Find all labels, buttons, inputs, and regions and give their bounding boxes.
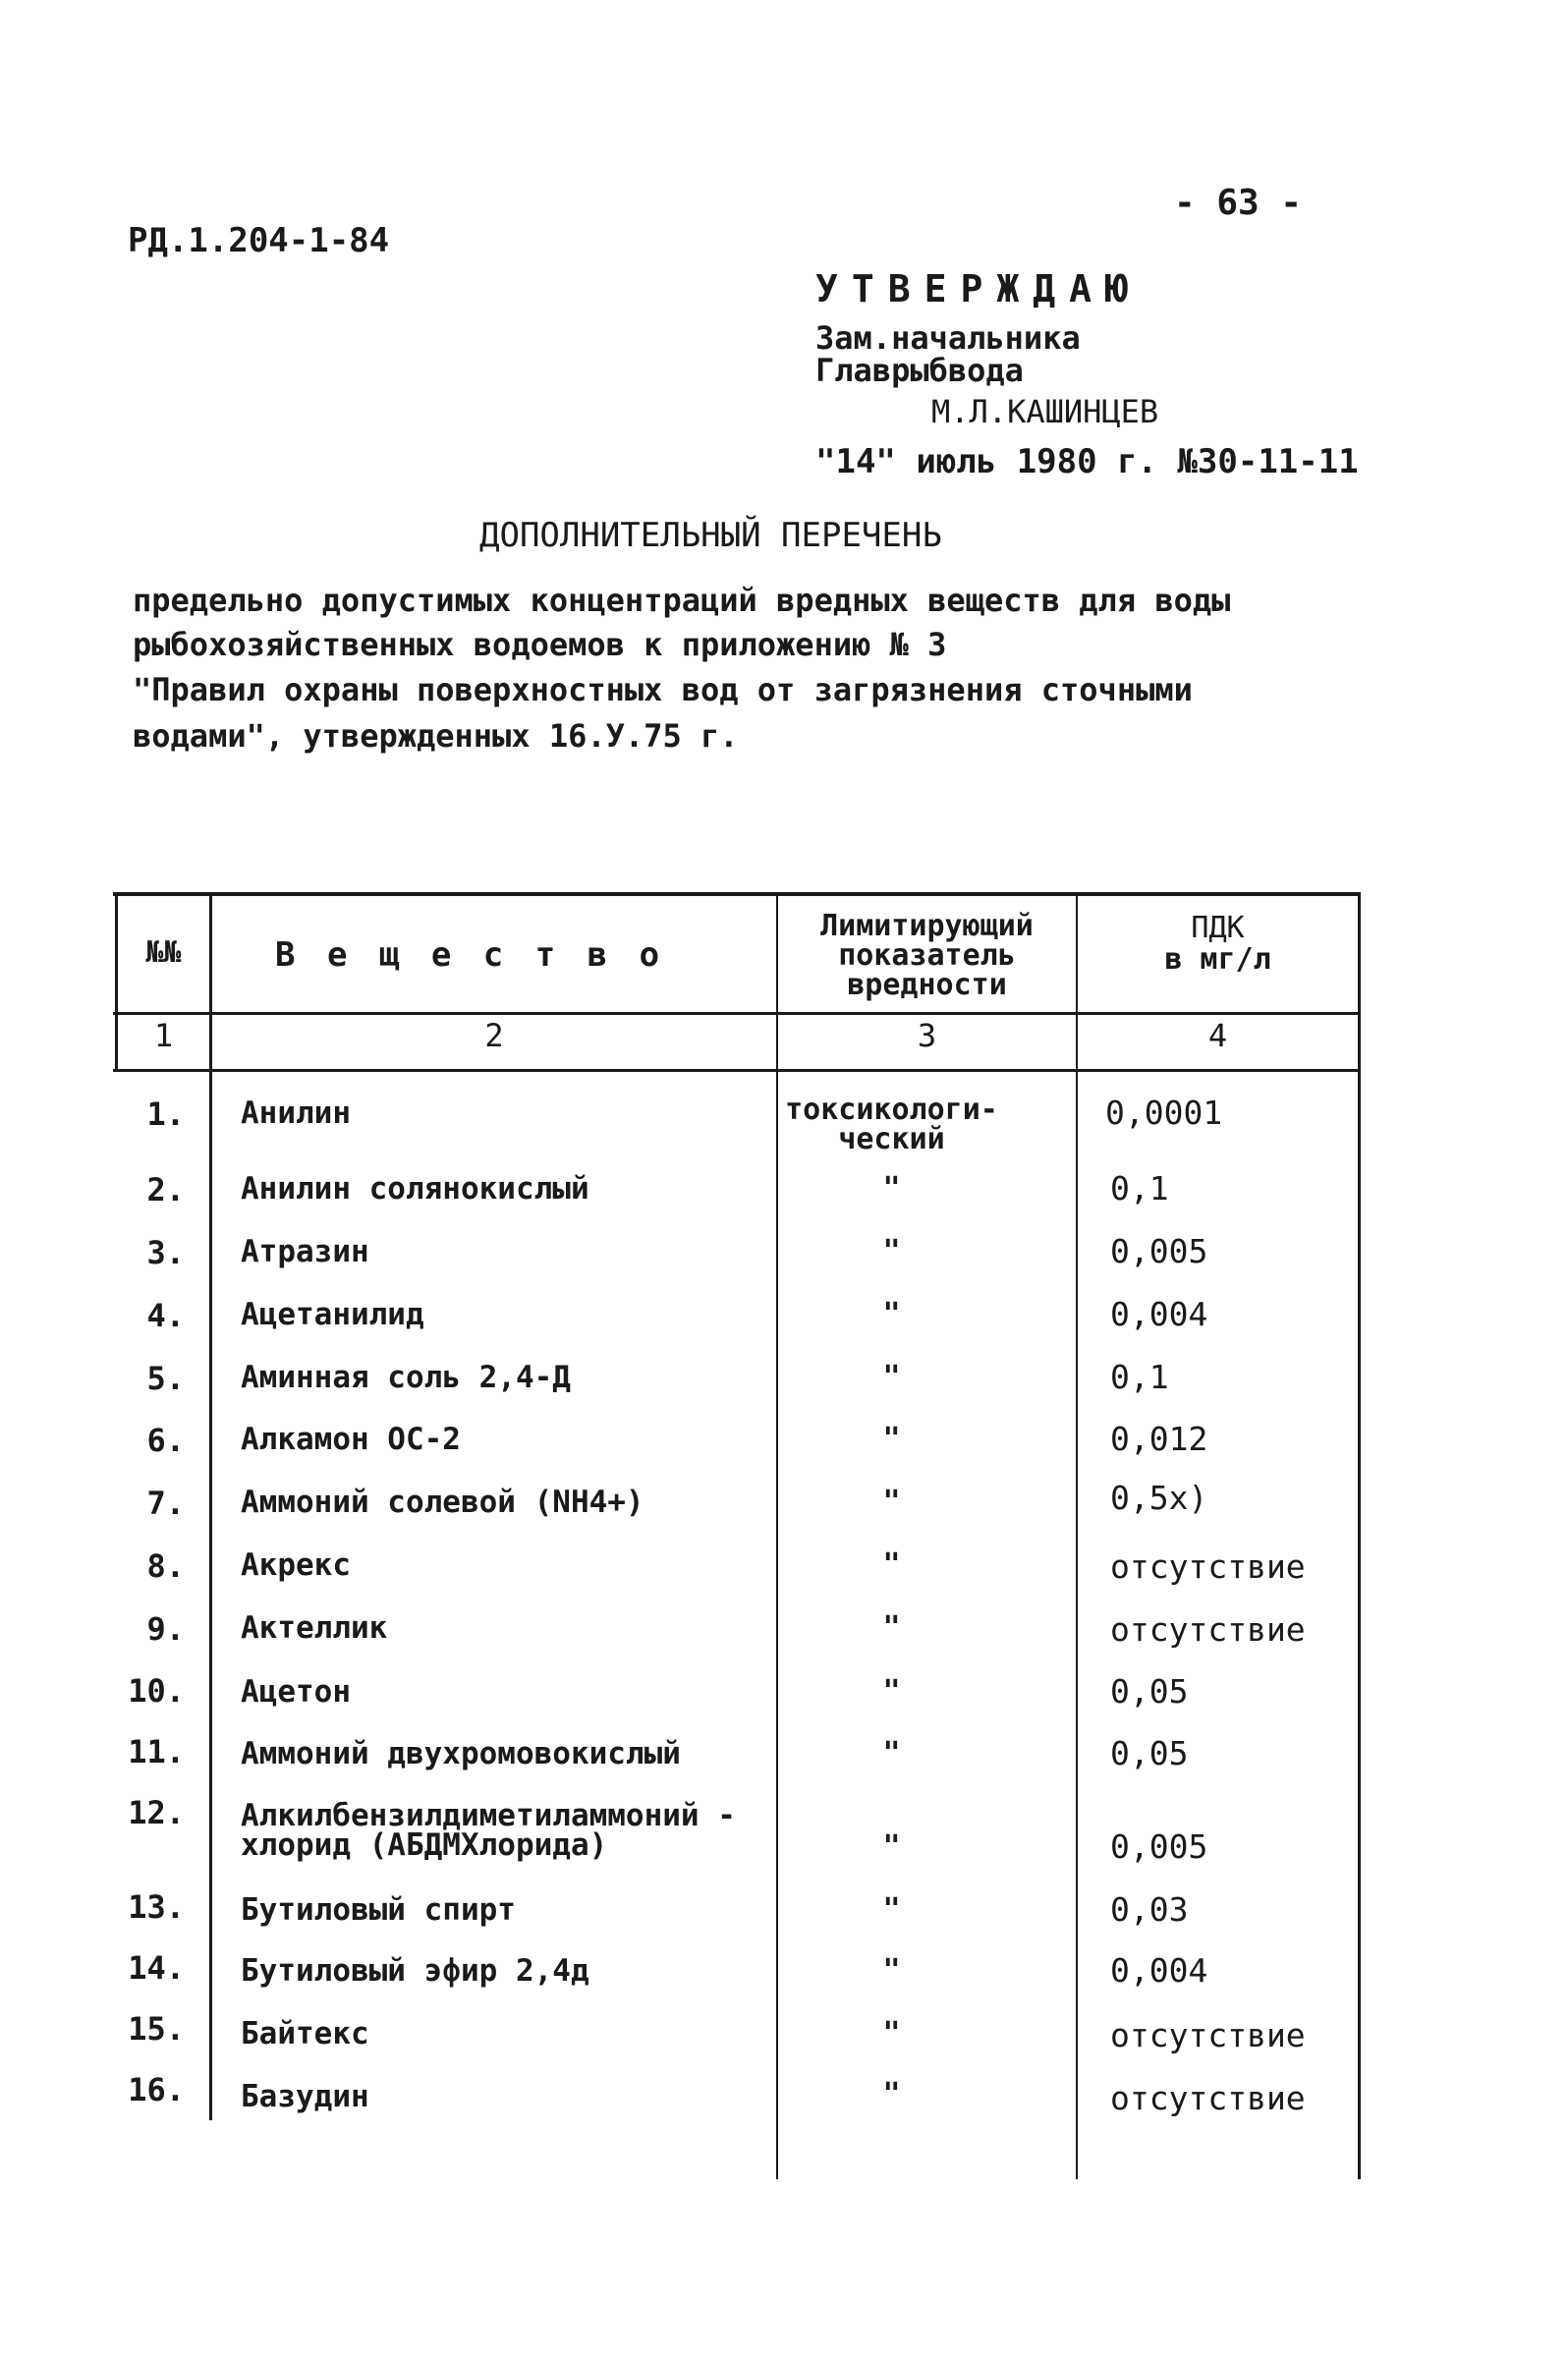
approval-position-line1: Зам.начальника [815, 319, 1081, 357]
row-number: 15. [128, 2010, 185, 2048]
pdk-value: 0,1 [1110, 1358, 1169, 1396]
colnum-1: 1 [153, 1017, 174, 1054]
substance-name: Ацетанилид [241, 1297, 424, 1332]
approval-position-line2: Главрыбвода [815, 352, 1024, 389]
substance-name: Алкамон ОС-2 [241, 1422, 461, 1457]
substance-name: Бутиловый эфир 2,4д [241, 1953, 589, 1989]
pdk-value: 0,5x) [1110, 1479, 1208, 1517]
row-number: 14. [128, 1949, 185, 1987]
substance-name: Актеллик [241, 1610, 388, 1646]
limiting-indicator: " [882, 1297, 901, 1331]
row-number: 4. [146, 1297, 185, 1334]
row-number: 11. [128, 1733, 185, 1770]
header-substance: В е щ е с т в о [275, 935, 666, 975]
pdk-value: отсутствие [1110, 1547, 1306, 1586]
colnum-4: 4 [1207, 1017, 1228, 1054]
substance-name: Аммоний солевой (NH4+) [241, 1485, 644, 1520]
table-right-border [1358, 892, 1361, 2179]
row-number: 6. [146, 1422, 185, 1459]
row-number: 16. [128, 2071, 185, 2108]
substance-name: Байтекс [241, 2016, 369, 2051]
approval-heading: УТВЕРЖДАЮ [815, 267, 1142, 310]
limiting-indicator: " [882, 1829, 901, 1864]
pdk-value: 0,05 [1110, 1734, 1189, 1772]
header-pdk-line1: ПДК [1191, 911, 1245, 945]
row-number: 7. [146, 1485, 185, 1522]
limiting-indicator: " [882, 1485, 901, 1519]
limiting-indicator: " [882, 1234, 901, 1268]
row-number: 5. [146, 1360, 185, 1397]
limiting-indicator: " [882, 1610, 901, 1645]
substance-name: Аминная соль 2,4-Д [241, 1360, 571, 1395]
limiting-indicator: " [882, 1674, 901, 1709]
row-number: 13. [128, 1888, 185, 1926]
substance-name: Бутиловый спирт [241, 1892, 516, 1928]
document-title: ДОПОЛНИТЕЛЬНЫЙ ПЕРЕЧЕНЬ [479, 516, 942, 555]
limiting-indicator: " [882, 1360, 901, 1394]
substance-name: Базудин [241, 2079, 369, 2114]
header-limiting-line1: Лимитирующий [820, 909, 1034, 943]
table-header-divider [113, 1012, 1361, 1015]
row-number: 1. [146, 1095, 185, 1133]
approval-date: "14" июль 1980 г. №30-11-11 [815, 442, 1359, 481]
intro-line: "Правил охраны поверхностных вод от загрязнения сточными [133, 671, 1193, 708]
pdk-value: 0,05 [1110, 1672, 1189, 1711]
substance-name: Анилин [241, 1095, 351, 1131]
substance-name: Аммоний двухромовокислый [241, 1736, 681, 1771]
substance-name: Анилин солянокислый [241, 1171, 589, 1207]
table-top-border [113, 892, 1361, 896]
pdk-value: отсутствие [1110, 2079, 1306, 2117]
limiting-indicator: " [882, 1171, 901, 1206]
substance-name: Ацетон [241, 1674, 351, 1710]
pdk-value: 0,005 [1110, 1232, 1208, 1270]
row-number: 8. [146, 1547, 185, 1585]
colnum-2: 2 [484, 1017, 504, 1054]
colnum-3: 3 [917, 1017, 937, 1054]
table-colnum-divider [113, 1069, 1361, 1072]
pdk-value: отсутствие [1110, 2016, 1306, 2054]
limiting-indicator: " [882, 1547, 901, 1582]
row-number: 9. [146, 1610, 185, 1648]
page-number: - 63 - [1174, 183, 1303, 223]
pdk-value: отсутствие [1110, 1610, 1306, 1649]
limiting-indicator: " [882, 1953, 901, 1988]
pdk-value: 0,03 [1110, 1890, 1189, 1929]
header-limiting-line3: вредности [847, 968, 1007, 1002]
limiting-indicator-cont: ческий [838, 1122, 945, 1156]
intro-line: рыбохозяйственных водоемов к приложению № 3 [133, 626, 947, 663]
header-num: №№ [145, 935, 182, 970]
pdk-value: 0,004 [1110, 1951, 1208, 1990]
row-number: 3. [146, 1234, 185, 1271]
limiting-indicator: " [882, 2016, 901, 2050]
header-limiting-line2: показатель [838, 938, 1016, 973]
substance-name: Атразин [241, 1234, 369, 1269]
row-number: 10. [128, 1672, 185, 1710]
substance-name: Алкилбензилдиметиламмоний - [241, 1798, 736, 1833]
pdk-value: 0,005 [1110, 1827, 1208, 1866]
limiting-indicator: " [882, 2077, 901, 2111]
table-col-divider [1076, 892, 1078, 2179]
row-number: 2. [146, 1171, 185, 1208]
approval-name: М.Л.КАШИНЦЕВ [931, 393, 1159, 430]
limiting-indicator: " [882, 1892, 901, 1927]
table-col-divider [209, 892, 212, 2120]
limiting-indicator: токсикологи- [785, 1093, 998, 1127]
pdk-value: 0,0001 [1105, 1094, 1223, 1132]
limiting-indicator: " [882, 1736, 901, 1770]
pdk-value: 0,012 [1110, 1420, 1208, 1458]
intro-line: предельно допустимых концентраций вредных веществ для воды [133, 582, 1231, 619]
document-code: РД.1.204-1-84 [128, 221, 390, 260]
intro-line: водами", утвержденных 16.У.75 г. [133, 717, 739, 755]
row-number: 12. [128, 1794, 185, 1831]
limiting-indicator: " [882, 1422, 901, 1456]
pdk-value: 0,1 [1110, 1169, 1169, 1208]
pdk-value: 0,004 [1110, 1295, 1208, 1333]
substance-name-cont: хлорид (АБДМХлорида) [241, 1827, 608, 1863]
substance-name: Акрекс [241, 1547, 351, 1583]
header-pdk-line2: в мг/л [1164, 942, 1271, 977]
